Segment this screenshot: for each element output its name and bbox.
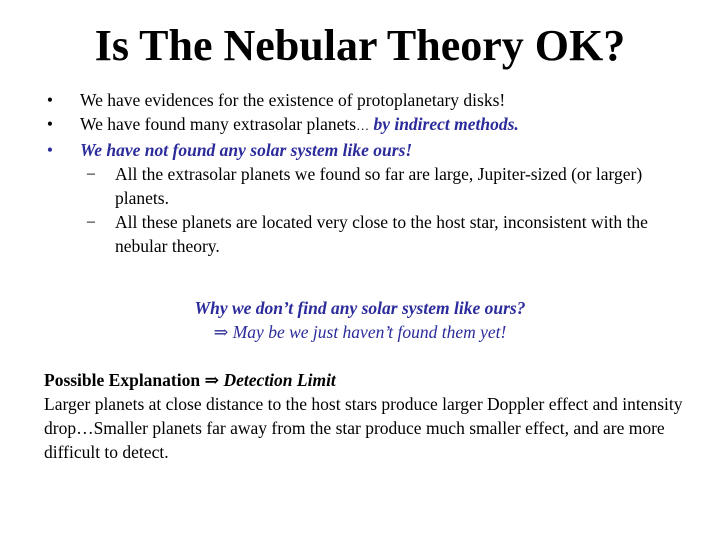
answer-text: May be we just haven’t found them yet!: [228, 322, 507, 342]
bullet-text: We have not found any solar system like ours!: [80, 140, 413, 160]
bullet-item-2: [0, 112, 720, 138]
bullet-text: We have evidences for the existence of protoplanetary disks!: [80, 90, 506, 110]
bullet-text: We have found many extrasolar planets: [80, 114, 357, 134]
explanation-emphasis: Detection Limit: [219, 370, 336, 390]
implies-arrow-icon: ⇒: [213, 322, 229, 342]
explanation-block: [44, 368, 709, 464]
slide-title: Is The Nebular Theory OK?: [94, 21, 626, 70]
sub-bullet-item-2: [0, 210, 720, 258]
bullet-item-3: [0, 138, 720, 162]
sub-bullet-text: All these planets are located very close to the host star, inconsistent with the nebular theory.: [115, 212, 648, 256]
dash-marker: −: [86, 212, 96, 232]
sub-bullet-text: All the extrasolar planets we found so far are large, Jupiter-sized (or larger) planets.: [115, 164, 643, 208]
sub-bullet-item-1: [0, 162, 720, 210]
bullet-marker: •: [46, 140, 54, 160]
bullet-emphasis: by indirect methods.: [369, 114, 519, 134]
bullet-item-1: [0, 88, 720, 112]
implies-arrow-icon: ⇒: [204, 370, 220, 390]
answer-line: [0, 320, 720, 344]
bullet-list: [0, 88, 720, 258]
ellipsis: …: [356, 118, 370, 133]
explanation-label: Possible Explanation: [44, 370, 205, 390]
question-line: Why we don’t find any solar system like ours?: [194, 298, 526, 318]
dash-marker: −: [86, 164, 96, 184]
bullet-marker: •: [46, 114, 54, 134]
question-block: [0, 296, 720, 344]
explanation-heading: [44, 368, 709, 392]
explanation-body: Larger planets at close distance to the host stars produce larger Doppler effect and intensity drop…Smaller planets far away from the star produce much smaller effect, and are more difficult to detect.: [44, 394, 683, 462]
bullet-marker: •: [46, 90, 54, 110]
